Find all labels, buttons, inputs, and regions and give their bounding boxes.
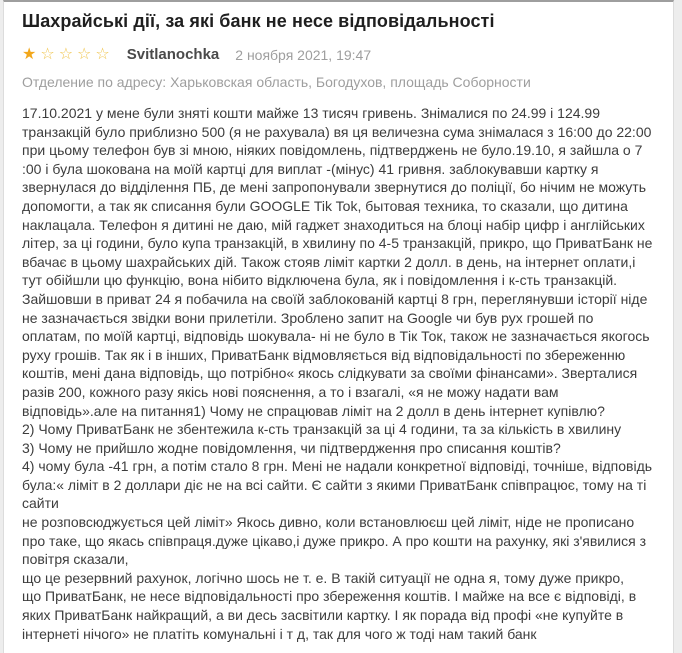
review-paragraph: що ПриватБанк, не несе відповідальності про збереження коштів. І майже на все є відповіді, в яких ПриватБанк найкращий, а ви десь засвітили картку. І як порада від профі «не купуйте в інтернеті нічого» не платіть комунальні і т д, так для чого ж тоді нам такий банк — [22, 588, 637, 642]
review-paragraph: 3) Чому не прийшло жодне повідомлення, чи підтвердження про списання коштів? — [22, 439, 561, 456]
star-empty-icon: ☆ — [58, 45, 74, 63]
review-meta-row — [22, 46, 653, 63]
review-card — [3, 0, 674, 653]
star-rating — [22, 47, 114, 63]
star-empty-icon: ☆ — [40, 45, 55, 63]
review-paragraph: не розповсюджується цей ліміт» Якось дивно, коли встановлюєш цей ліміт, ніде не прописано про таке, що якась співпраця.дуже цікаво,і дуже прикро. А про кошти на рахунку, які з'явилися з повітря сказали, — [22, 514, 647, 568]
review-paragraph: 17.10.2021 у мене були зняті кошти майже 13 тисяч гривень. Знімалися по 24.99 і 124.99 транзакцій було приблизно 500 (я не рахувала) вя ця величезна сума знімалася з 16:00 до 22:00 при цьому телефон був зі мною, ніяких повідомлень, підтверджень не було.19.10, я зайшла о 7 :00 і була шокована на моїй картці для виплат -(мінус) 41 гривня. заблокувавши картку я звернулася до відділення ПБ, де мені запропонували звернутися до поліції, бо нічим не можуть допомогти, а так як списання були GOOGLE Tik Tok, бытовая техника, то сказали, що дитина наклацала. Телефон я дитині не даю, мій гаджет знаходиться на блоці набір цифр і англійських літер, за ці години, було купа транзакцій, в хвилину по 4-5 транзакцій, прикро, що ПриватБанк не вбачає в цьому шахрайських дій. Також стояв ліміт картки 2 долл. в день, на інтернет оплати,і тут обійшли цю функцію, вона нібито відключена була, як і повідомлення і к-сть транзакцій. Зайшовши в приват 24 я побачила на своїй заблокованій картці 8 грн, переглянувши історії ніде не зазначається звідки вони прилетіли. Зроблено запит на Google чи був рух грошей по оплатам, по моїй картці, відповідь шокувала- ні не було в Тік Ток, також не зазначається якогось руху грошів. Так як і в інших, ПриватБанк відмовляється від відповідальності по збереженню коштів, мені дана відповідь, що потрібно« якось слідкувати за своїми фінансами». Зверталися разів 200, кожного разу якісь нові пояснення, а то і взагалі, «я не можу надати вам відповідь».але на питання1) Чому не спрацював ліміт на 2 долл в день інтернет купівлю? — [22, 105, 653, 419]
review-paragraph: 2) Чому ПриватБанк не збентежила к-сть транзакцій за ці 4 години, та за кількість в хвилину — [22, 421, 622, 438]
review-title: Шахрайські дії, за які банк не несе відповідальності — [22, 11, 495, 31]
author-link[interactable]: Svitlanochka — [126, 46, 220, 63]
star-empty-icon: ☆ — [77, 45, 92, 63]
branch-address: Отделение по адресу: Харьковская область, Богодухов, площадь Соборности — [22, 74, 531, 90]
review-paragraph: що це резервний рахунок, логічно шось не т. е. В такій ситуації не одна я, тому дуже прикро, — [22, 569, 625, 586]
review-body — [22, 104, 653, 643]
star-filled-icon: ★ — [22, 45, 37, 63]
review-paragraph: 4) чому була -41 грн, а потім стало 8 грн. Мені не надали конкретної відповіді, точніше, відповідь була:« ліміт в 2 доллари діє не на всі сайти. Є сайти з якими ПриватБанк співпрацює, тому на ті сайти — [22, 458, 653, 512]
review-date: 2 ноября 2021, 19:47 — [235, 46, 372, 63]
star-empty-icon: ☆ — [95, 45, 110, 63]
